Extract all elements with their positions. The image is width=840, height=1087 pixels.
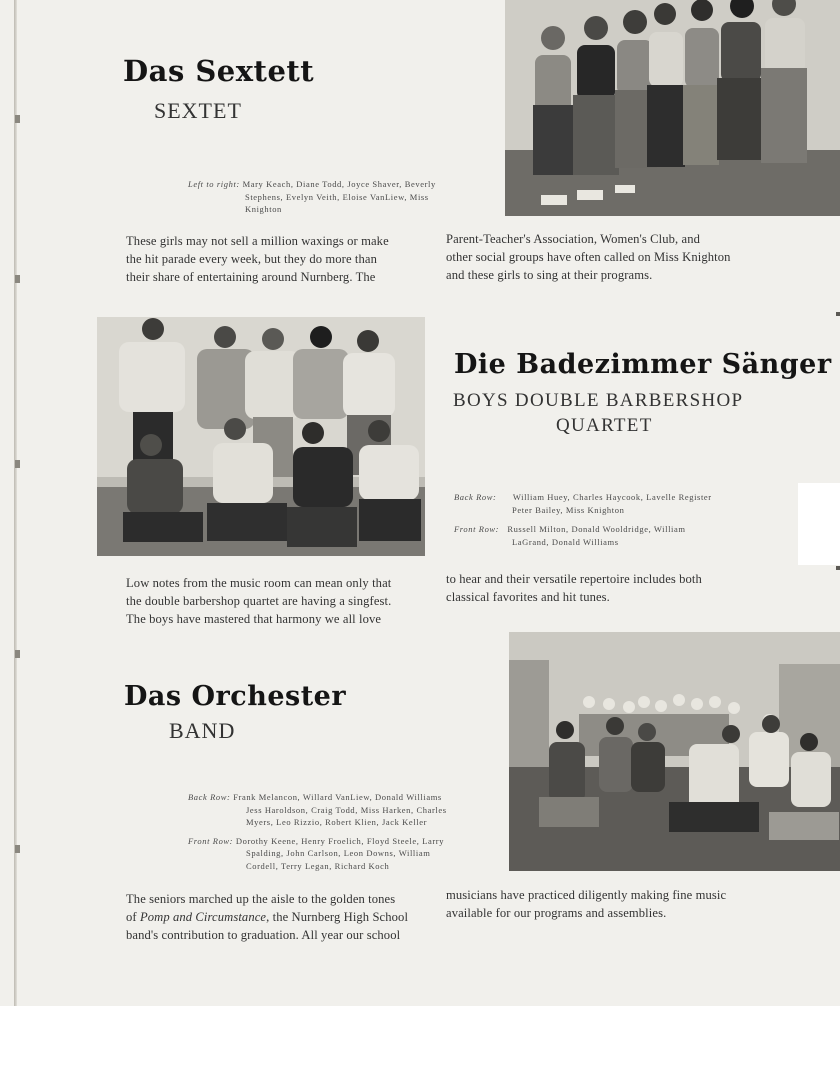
sextet-caption [188, 178, 478, 216]
body-line: musicians have practiced diligently making fine music [446, 888, 727, 902]
band-body-right [446, 886, 756, 922]
band-title-german: Das Orchester [124, 681, 347, 712]
edge-mark [836, 312, 840, 316]
binding-edge [14, 0, 17, 1006]
body-line: the hit parade every week, but they do more than [126, 252, 377, 266]
caption-line: Knighton [245, 204, 282, 214]
binding-mark [15, 845, 20, 853]
quartet-body-left [126, 574, 428, 628]
body-line: and these girls to sing at their programs. [446, 268, 653, 282]
body-line: to hear and their versatile repertoire includes both [446, 572, 702, 586]
caption-line: Jess Haroldson, Craig Todd, Miss Harken, Charles [246, 804, 447, 815]
sextet-body-right [446, 230, 756, 284]
caption-line: LaGrand, Donald Williams [512, 536, 619, 547]
edge-mark [836, 566, 840, 570]
quartet-title-german: Die Badezimmer Sänger [454, 349, 832, 380]
band-photo [509, 632, 840, 871]
caption-line: Spalding, John Carlson, Leon Downs, William [246, 848, 431, 858]
sextet-photo [505, 0, 840, 216]
body-line: band's contribution to graduation. All year our school [126, 928, 401, 942]
binding-mark [15, 115, 20, 123]
body-line: Low notes from the music room can mean only that [126, 576, 392, 590]
caption-label: Front Row: [454, 524, 500, 534]
sextet-title-english: SEXTET [154, 98, 242, 123]
binding-mark [15, 275, 20, 283]
binding-mark [15, 460, 20, 468]
body-line: their share of entertaining around Nurnberg. The [126, 270, 376, 284]
caption-label: Back Row: [188, 792, 231, 802]
body-line [126, 908, 428, 926]
body-text: of [126, 910, 140, 924]
band-caption [188, 791, 488, 872]
quartet-body-right [446, 570, 756, 606]
body-line: The boys have mastered that harmony we all love [126, 612, 382, 626]
caption-line: Peter Bailey, Miss Knighton [512, 504, 625, 515]
caption-line: Myers, Leo Rizzio, Robert Klien, Jack Keller [246, 817, 428, 827]
quartet-photo [97, 317, 425, 556]
body-line: These girls may not sell a million waxings or make [126, 234, 389, 248]
caption-line: William Huey, Charles Haycook, Lavelle Register [512, 492, 712, 502]
body-line: available for our programs and assemblies. [446, 906, 667, 920]
caption-line: Cordell, Terry Legan, Richard Koch [246, 860, 390, 871]
caption-label: Front Row: [188, 835, 234, 846]
caption-label: Back Row: [454, 492, 497, 502]
quartet-title-english-line1: BOYS DOUBLE BARBERSHOP [453, 390, 744, 411]
quartet-title-english-line2: QUARTET [556, 415, 653, 436]
page-edge-tab [798, 483, 840, 565]
caption-label: Left to right: [188, 179, 240, 189]
caption-line: Mary Keach, Diane Todd, Joyce Shaver, Beverly [242, 179, 436, 189]
binding-mark [15, 650, 20, 658]
caption-line: Russell Milton, Donald Wooldridge, William [507, 524, 686, 534]
sextet-body-left [126, 232, 428, 286]
caption-line: Frank Melancon, Willard VanLiew, Donald Williams [233, 792, 442, 802]
band-title-english: BAND [169, 718, 236, 743]
sextet-title-german: Das Sextett [123, 54, 315, 88]
body-line: The seniors marched up the aisle to the golden tones [126, 892, 396, 906]
body-line: classical favorites and hit tunes. [446, 590, 610, 604]
song-title: Pomp and Circumstance [139, 910, 267, 924]
body-line: the double barbershop quartet are having a singfest. [126, 594, 392, 608]
body-line: Parent-Teacher's Association, Women's Club, and [446, 232, 701, 246]
body-text: , the Nurnberg High School [266, 910, 409, 924]
caption-line: Dorothy Keene, Henry Froelich, Floyd Steele, Larry [235, 835, 445, 846]
body-line: other social groups have often called on Miss Knighton [446, 250, 731, 264]
quartet-caption [454, 491, 754, 548]
caption-line: Stephens, Evelyn Veith, Eloise VanLiew, Miss [245, 191, 429, 202]
band-body-left [126, 890, 428, 944]
